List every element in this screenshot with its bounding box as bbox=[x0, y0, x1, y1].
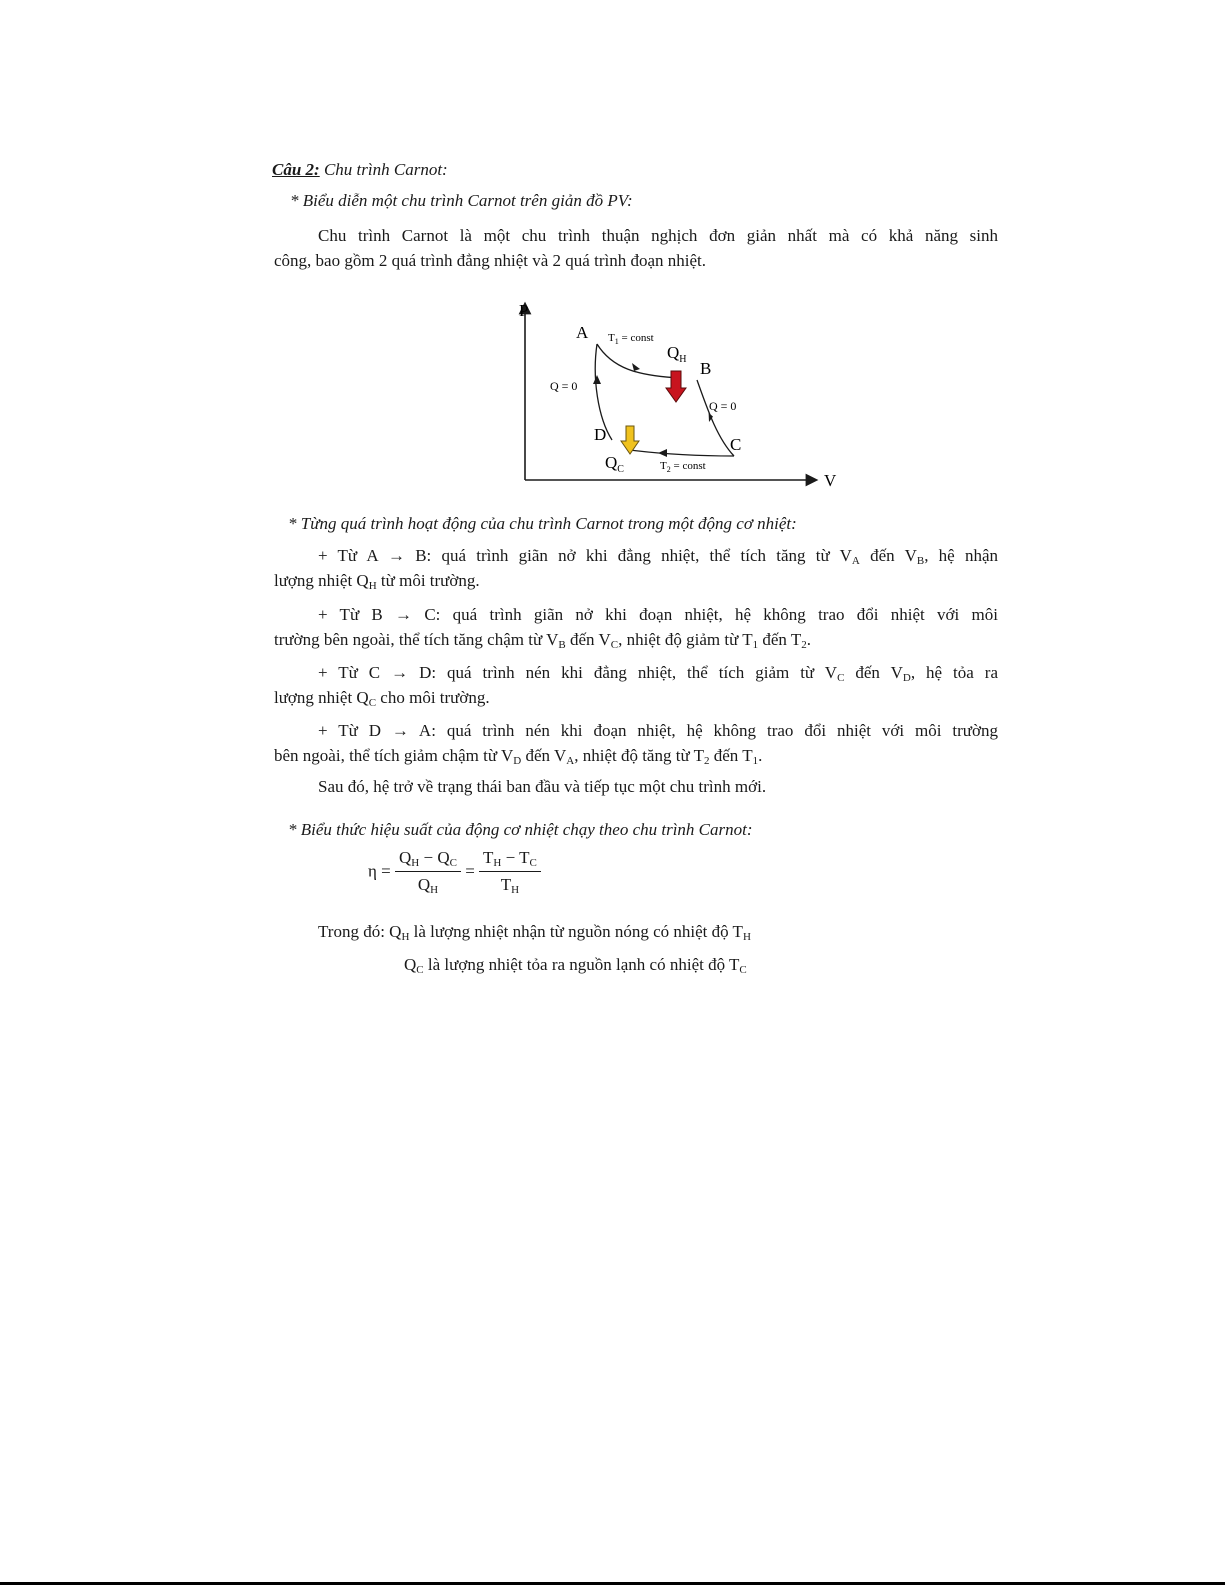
question-heading bbox=[272, 160, 448, 180]
step-2-line-2: trường bên ngoài, thể tích tăng chậm từ $V_B$ đến $V_C$, nhiệt độ giảm từ $T_1$ đến $T_2$. bbox=[274, 630, 811, 651]
arrow-c-d bbox=[658, 449, 667, 457]
intro-line-1: Chu trình Carnot là một chu trình thuận nghịch đơn giản nhất mà có khả năng sinh bbox=[318, 226, 998, 245]
bottom-isotherm-label: $T_2$ = const bbox=[660, 460, 706, 474]
qc-label: $Q_C$ bbox=[605, 453, 624, 475]
axis-p-label: P bbox=[519, 301, 529, 320]
section1-title: * Biểu diễn một chu trình Carnot trên giản đồ PV: bbox=[290, 191, 633, 210]
question-title: Chu trình Carnot: bbox=[319, 160, 448, 179]
intro-line-2: công, bao gồm 2 quá trình đẳng nhiệt và 2 quá trình đoạn nhiệt. bbox=[274, 251, 706, 270]
question-label: Câu 2: bbox=[272, 160, 320, 179]
step-4-line-2: bên ngoài, thể tích giảm chậm từ $V_D$ đến $V_A$, nhiệt độ tăng từ $T_2$ đến $T_1$. bbox=[274, 746, 763, 767]
q-zero-right: Q = 0 bbox=[709, 399, 737, 413]
efficiency-formula bbox=[368, 848, 541, 895]
cold-heat-arrow bbox=[621, 426, 639, 454]
step-1-line-2: lượng nhiệt $Q_H$ từ môi trường. bbox=[274, 571, 480, 592]
curve-b-c bbox=[697, 380, 737, 456]
fraction-heat: $\frac{Q_H - Q_C}{Q_H}$ bbox=[395, 848, 461, 895]
q-zero-left: Q = 0 bbox=[550, 379, 578, 393]
step-4-line-1: + Từ D → A: quá trình nén khi đoạn nhiệt, hệ không trao đổi nhiệt với môi trường bbox=[318, 721, 998, 740]
section2-title: * Từng quá trình hoạt động của chu trình Carnot trong một động cơ nhiệt: bbox=[288, 514, 797, 533]
where-line-2: $Q_C$ là lượng nhiệt tỏa ra nguồn lạnh có nhiệt độ $T_C$ bbox=[404, 955, 747, 976]
fraction-temperature: $\frac{T_H - T_C}{T_H}$ bbox=[479, 848, 541, 895]
arrow-a-b bbox=[632, 363, 640, 371]
step-3-line-1: + Từ C → D: quá trình nén khi đẳng nhiệt, thể tích giảm từ $V_C$ đến $V_D$, hệ tỏa ra bbox=[318, 663, 998, 684]
point-c: C bbox=[730, 435, 742, 454]
conclusion-text: Sau đó, hệ trở về trạng thái ban đầu và tiếp tục một chu trình mới. bbox=[318, 777, 767, 796]
point-b: B bbox=[700, 359, 712, 378]
point-d: D bbox=[594, 425, 607, 444]
step-1-line-1: + Từ A → B: quá trình giãn nở khi đẳng nhiệt, thể tích tăng từ $V_A$ đến $V_B$, hệ nhận bbox=[318, 546, 999, 567]
eta-symbol: η = bbox=[368, 861, 391, 881]
step-2-line-1: + Từ B → C: quá trình giãn nở khi đoạn nhiệt, hệ không trao đổi nhiệt với môi bbox=[318, 605, 998, 624]
where-line-1: Trong đó: $Q_H$ là lượng nhiệt nhận từ nguồn nóng có nhiệt độ $T_H$ bbox=[318, 922, 751, 943]
qh-label: $Q_H$ bbox=[667, 343, 687, 365]
curve-c-d bbox=[630, 450, 734, 456]
axis-v-label: V bbox=[824, 471, 837, 490]
arrow-d-a bbox=[593, 375, 601, 384]
carnot-pv-diagram bbox=[512, 298, 852, 496]
top-isotherm-label: $T_1$ = const bbox=[608, 332, 654, 346]
equals-sign: = bbox=[465, 861, 475, 881]
point-a: A bbox=[576, 323, 589, 342]
hot-heat-arrow bbox=[666, 371, 686, 402]
step-3-line-2: lượng nhiệt $Q_C$ cho môi trường. bbox=[274, 688, 490, 709]
section3-title: * Biểu thức hiệu suất của động cơ nhiệt chạy theo chu trình Carnot: bbox=[288, 820, 753, 839]
